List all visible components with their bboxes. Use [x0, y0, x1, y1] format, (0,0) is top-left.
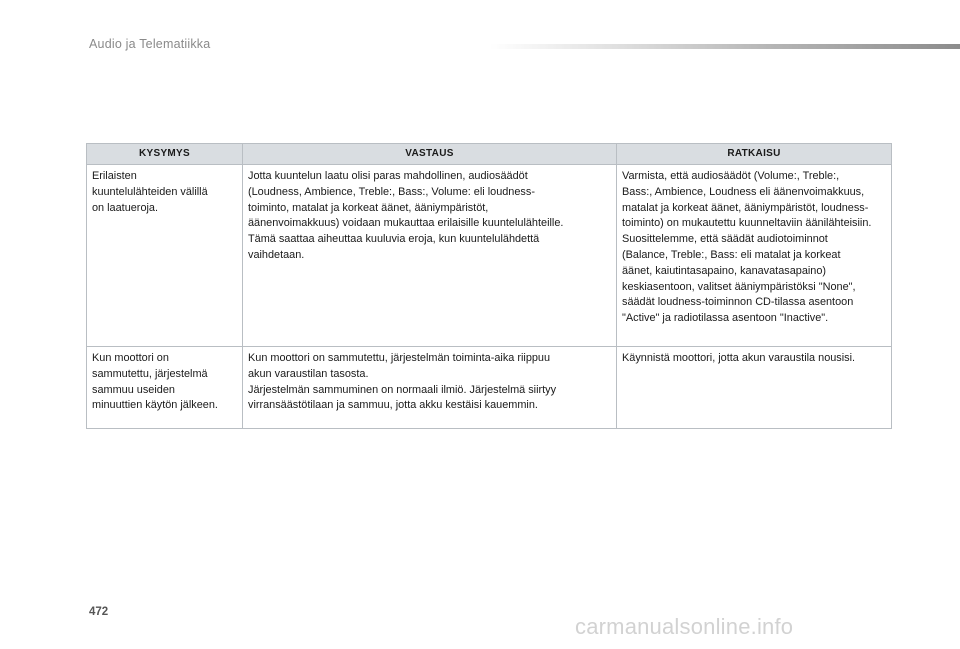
column-header-question: KYSYMYS	[87, 144, 243, 165]
header-gradient-bar	[490, 44, 960, 49]
troubleshooting-table	[86, 143, 892, 429]
answer-text: Jotta kuuntelun laatu olisi paras mahdollinen, audiosäädöt (Loudness, Ambience, Treble:, Bass:, Volume: eli loudness- toiminto, matalat ja korkeat äänet, ääniympäristöt, äänenvoimakkuus) voidaan mukauttaa erilaisille kuuntelulähteille. Tämä saattaa aiheuttaa kuuluvia eroja, kun kuuntelulähdettä vaihdetaan.	[248, 170, 564, 261]
question-text: Kun moottori on sammutettu, järjestelmä sammuu useiden minuuttien käytön jälkeen.	[92, 352, 218, 412]
solution-cell	[617, 347, 892, 429]
table-header-row	[87, 144, 892, 165]
solution-text: Käynnistä moottori, jotta akun varaustila nousisi.	[622, 352, 856, 364]
solution-cell	[617, 165, 892, 347]
solution-text: Varmista, että audiosäädöt (Volume:, Treble:, Bass:, Ambience, Loudness eli äänenvoimakkuus, matalat ja korkeat äänet, ääniympäristöt, loudness- toiminto) on mukautettu kuunneltaviin äänilähteisiin. Suosittelemme, että säädät audiotoiminnot (Balance, Treble:, Bass: eli matalat ja korkeat äänet, kaiutintasapaino, kanavatasapaino) keskiasentoon, valitset ääniympäristöksi "None", säädät loudness-toiminnon CD-tilassa asentoon "Active" ja radiotilassa asentoon "Inactive".	[622, 170, 872, 325]
section-title: Audio ja Telematiikka	[89, 37, 211, 51]
column-header-solution: RATKAISU	[617, 144, 892, 165]
question-text: Erilaisten kuuntelulähteiden välillä on laatueroja.	[92, 170, 208, 214]
answer-text: Kun moottori on sammutettu, järjestelmän toiminta-aika riippuu akun varaustilan tasosta. Järjestelmän sammuminen on normaali ilmiö. Järjestelmä siirtyy virransäästötilaan ja sammuu, jotta akku kestäisi kauemmin.	[248, 352, 557, 412]
page-number: 472	[89, 606, 109, 618]
answer-cell	[243, 165, 617, 347]
column-header-answer: VASTAUS	[243, 144, 617, 165]
answer-cell	[243, 347, 617, 429]
table-row	[87, 165, 892, 347]
table-row	[87, 347, 892, 429]
watermark: carmanualsonline.info	[575, 614, 794, 639]
question-cell	[87, 347, 243, 429]
question-cell	[87, 165, 243, 347]
